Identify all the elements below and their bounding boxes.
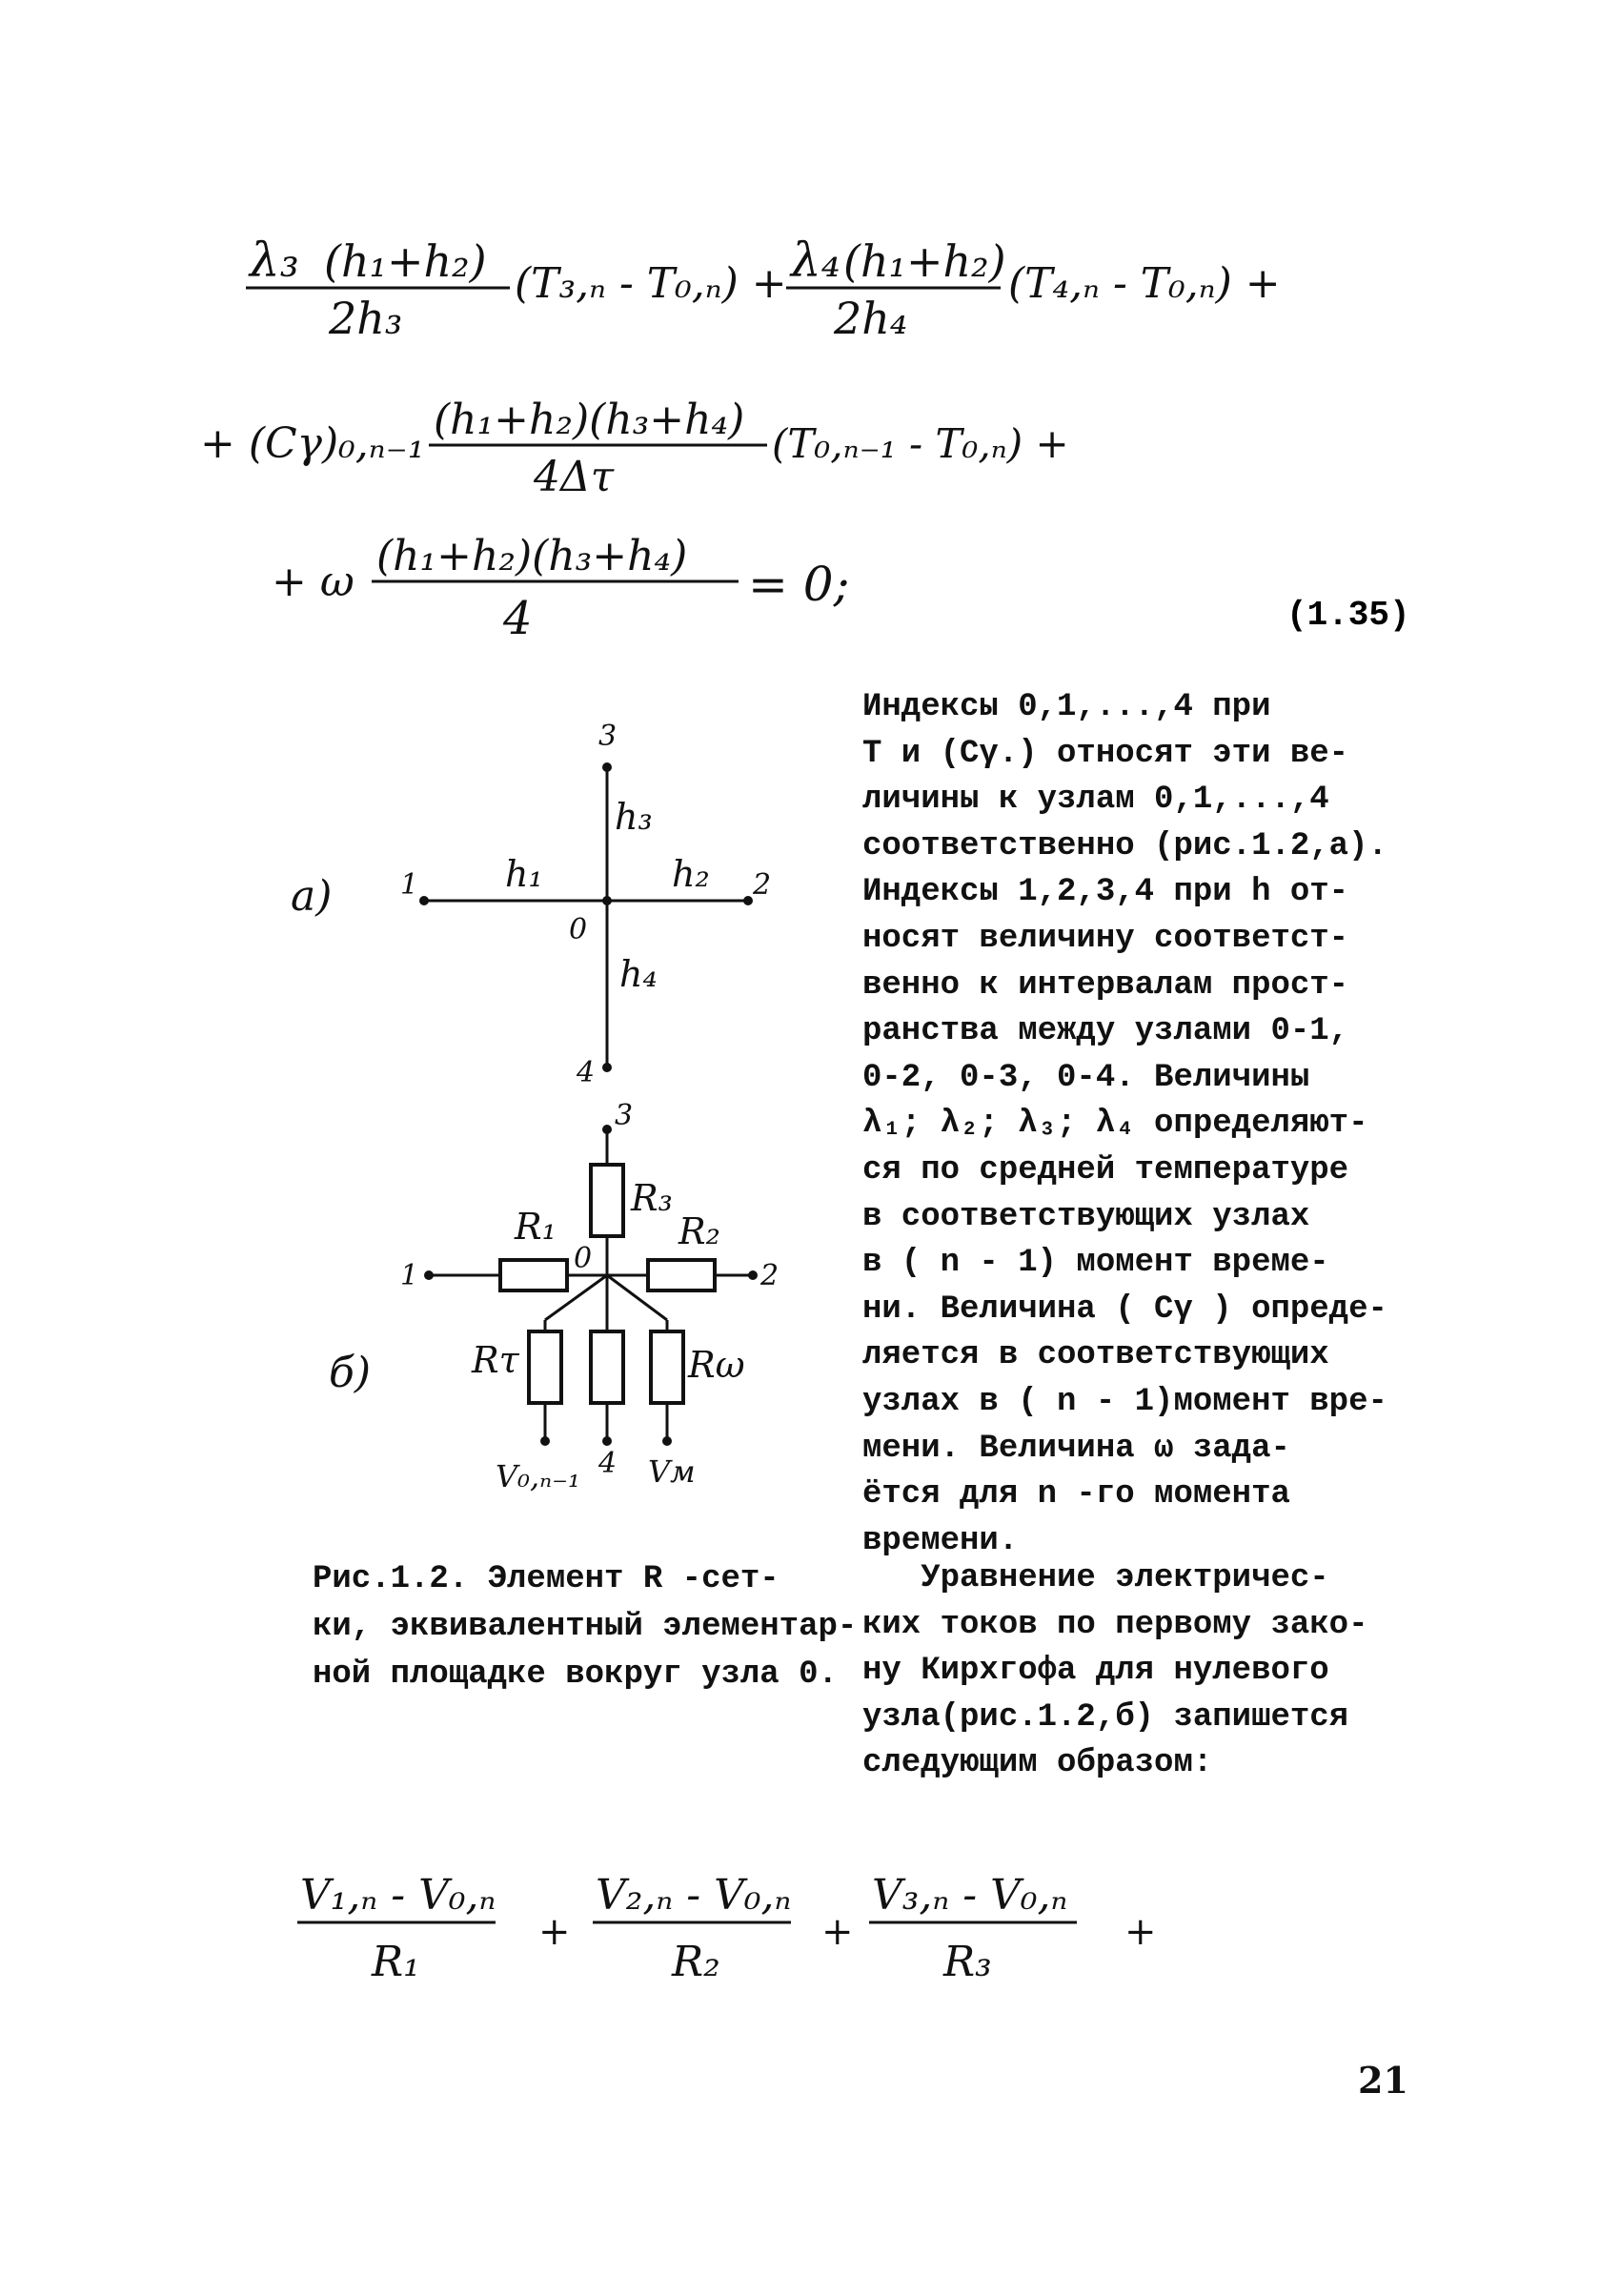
body-text-right: Индексы 0,1,...,4 при Т и (Сγ.) относят эти ве- личины к узлам 0,1,...,4 соответственно (рис.1.2,а). Индексы 1,2,3,4 при h от- носят величину соответст- венно к интервалам прост- ранства между узлами 0-1, 0-2, 0-3, 0-4. Величины λ₁; λ₂; λ₃; λ₄ определяют- ся по средней температуре в соответствующих узлах в ( n - 1) момент време- ни. Величина ( Сγ ) опреде- ляется в соответствующих узлах в ( n - 1)момент вре- мени. Величина ω зада- ётся для n -го момента времени. xyxy=(862,689,1387,1559)
eq-k-plus3: + xyxy=(1124,1910,1157,1954)
label-v0: V₀,ₙ₋₁ xyxy=(496,1458,580,1494)
label-node-0: 0 xyxy=(569,913,588,946)
label-node-1: 1 xyxy=(400,868,419,902)
label-node-3: 3 xyxy=(615,1099,634,1132)
figure-label-a: a) xyxy=(291,872,333,921)
eq-line2-num: (h₁+h₂)(h₃+h₄) xyxy=(434,396,745,444)
figure-caption: Рис.1.2. Элемент R -сет- ки, эквивалентный элементар- ной площадке вокруг узла 0. xyxy=(313,1561,858,1693)
body-text-right-2: Уравнение электричес- ких токов по первому зако- ну Кирхгофа для нулевого узла(рис.1.2,б) запишется следующим образом: xyxy=(862,1560,1368,1782)
eq-k-plus1: + xyxy=(538,1910,571,1954)
eq-line2-coef: + (Cγ)₀,ₙ₋₁ xyxy=(200,419,425,468)
eq-line1-den2: 2h₄ xyxy=(834,293,908,344)
eq-lambda3: λ₃ xyxy=(250,233,299,288)
label-rt: Rτ xyxy=(472,1339,519,1381)
figure-label-b: б) xyxy=(329,1349,372,1397)
eq-k-num2: V₂,ₙ - V₀,ₙ xyxy=(596,1871,792,1920)
label-h3: h₃ xyxy=(615,796,653,838)
label-node-1: 1 xyxy=(400,1259,419,1292)
eq-k-den1: R₁ xyxy=(372,1938,420,1986)
label-rw: Rω xyxy=(688,1344,745,1386)
eq-line1-term1: (T₃,ₙ - T₀,ₙ) + xyxy=(515,259,787,308)
eq-lambda4: λ₄ xyxy=(791,233,840,288)
eq-line3-den: 4 xyxy=(503,592,533,645)
label-node-2: 2 xyxy=(753,868,772,902)
eq-line3-coef: + ω xyxy=(272,558,354,606)
eq-line1-term2: (T₄,ₙ - T₀,ₙ) + xyxy=(1008,259,1281,308)
eq-k-num3: V₃,ₙ - V₀,ₙ xyxy=(872,1871,1068,1920)
label-node-3: 3 xyxy=(598,720,618,753)
eq-k-plus2: + xyxy=(821,1910,854,1954)
label-h2: h₂ xyxy=(672,853,710,895)
eq-line3-num: (h₁+h₂)(h₃+h₄) xyxy=(376,532,688,580)
label-h4: h₄ xyxy=(619,953,658,995)
eq-k-den2: R₂ xyxy=(672,1938,720,1986)
label-h1: h₁ xyxy=(505,853,543,895)
label-node-4: 4 xyxy=(577,1056,596,1089)
label-node-0: 0 xyxy=(574,1242,593,1275)
eq-line3-term: = 0; xyxy=(748,557,850,612)
label-vm: Vм xyxy=(648,1453,696,1490)
eq-k-den3: R₃ xyxy=(943,1938,992,1986)
equation-number: (1.35) xyxy=(1286,596,1410,635)
eq-k-num1: V₁,ₙ - V₀,ₙ xyxy=(300,1871,496,1920)
page-number: 21 xyxy=(1358,2059,1408,2102)
label-node-4: 4 xyxy=(598,1447,618,1480)
eq-line2-den: 4Δτ xyxy=(534,453,615,501)
eq-line1-den1: 2h₃ xyxy=(329,293,403,344)
label-r1: R₁ xyxy=(515,1206,557,1248)
label-node-2: 2 xyxy=(760,1259,780,1292)
label-r3: R₃ xyxy=(631,1177,673,1219)
label-r2: R₂ xyxy=(678,1210,720,1252)
eq-line1-num1: (h₁+h₂) xyxy=(324,235,487,287)
eq-line1-num2: (h₁+h₂) xyxy=(843,235,1006,287)
eq-line2-term: (T₀,ₙ₋₁ - T₀,ₙ) + xyxy=(772,420,1069,467)
